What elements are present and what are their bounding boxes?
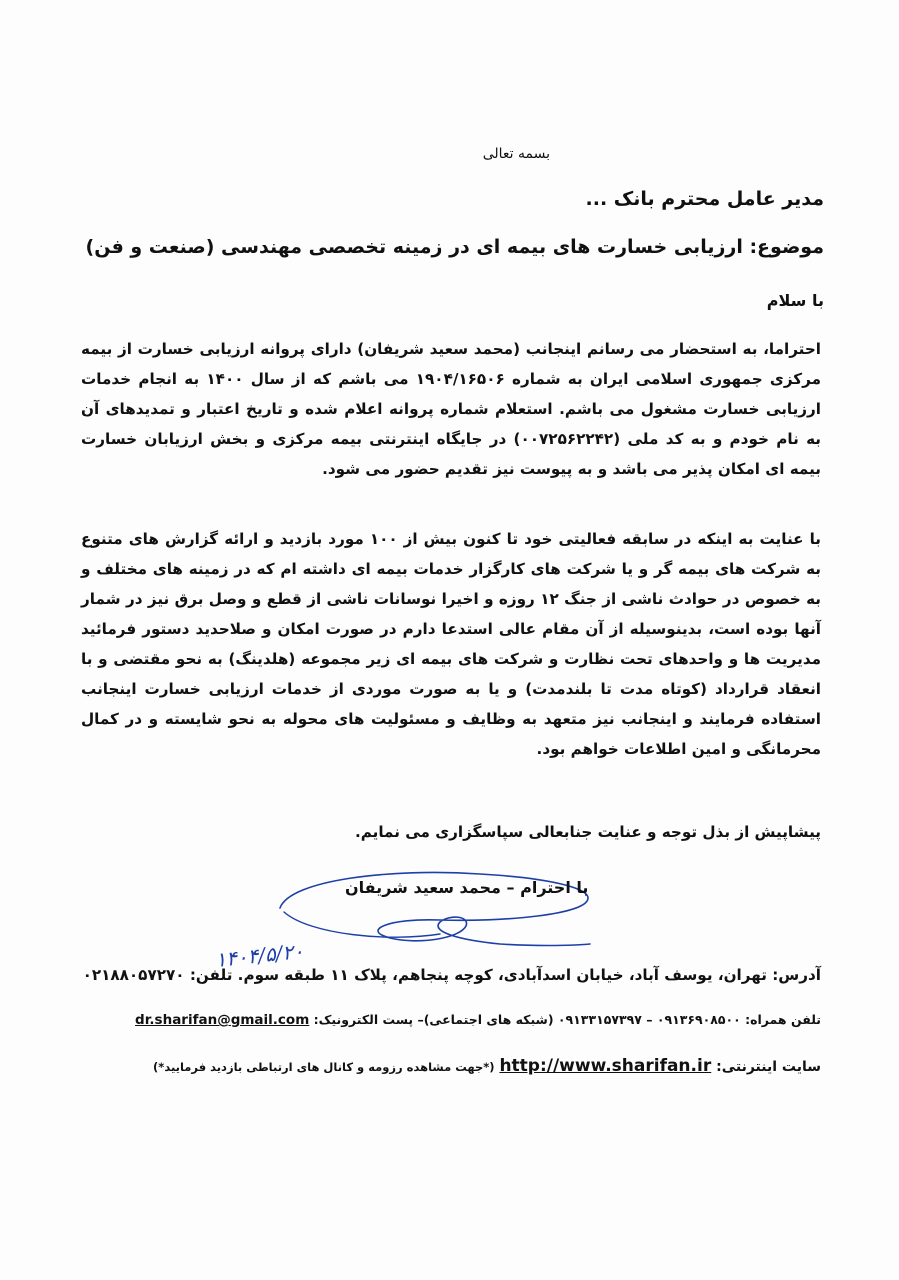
footer-website: [153, 1056, 821, 1076]
greeting: با سلام: [766, 291, 824, 310]
footer-address: آدرس: تهران، یوسف آباد، خیابان اسدآبادی، کوچه پنجاهم، پلاک ۱۱ طبقه سوم. تلفن: ۰۲۱۸۸۰۵۷۲۷۰: [82, 966, 821, 984]
phone-label: تلفن همراه: ۰۹۱۳۶۹۰۸۵۰۰ – ۰۹۱۳۳۱۵۷۳۹۷ (شبکه های اجتماعی)– پست الکترونیک:: [313, 1012, 821, 1027]
signoff-line: با احترام – محمد سعید شریفان: [345, 878, 589, 897]
handwritten-signature: [214, 860, 600, 972]
website-note: (*جهت مشاهده رزومه و کانال های ارتباطی بازدید فرمایید*): [153, 1060, 495, 1074]
website-label: سایت اینترنتی:: [716, 1059, 821, 1075]
footer-contact: [135, 1012, 821, 1028]
invocation-heading: بسمه تعالی: [482, 146, 550, 162]
recipient-line: مدیر عامل محترم بانک ...: [585, 188, 824, 210]
body-paragraph-1: احتراما، به استحضار می رسانم اینجانب (محمد سعید شریفان) دارای پروانه ارزیابی خسارت از بیمه مرکزی جمهوری اسلامی ایران به شماره ۱۹۰۴/۱۶۵۰۶ می باشم که از سال ۱۴۰۰ به انجام خدمات ارزیابی خسارت مشغول می باشم. استعلام شماره پروانه اعلام شده و تاریخ اعتبار و تمدیدهای آن به نام خودم و به کد ملی (۰۰۷۲۵۶۲۲۴۲) در جایگاه اینترنتی بیمه مرکزی و بخش ارزیابان خسارت بیمه ای امکان پذیر می باشد و به پیوست نیز تقدیم حضور می شود.: [81, 340, 821, 478]
closing-line: پیشاپیش از بذل توجه و عنایت جنابعالی سپاسگزاری می نمایم.: [354, 823, 821, 841]
subject-line: موضوع: ارزیابی خسارت های بیمه ای در زمینه تخصصی مهندسی (صنعت و فن): [85, 236, 824, 258]
website-link[interactable]: http://www.sharifan.ir: [499, 1056, 712, 1076]
signature-date: ۱۴۰۴/۵/۲۰: [214, 938, 305, 972]
body-paragraph-2: با عنایت به اینکه در سابقه فعالیتی خود تا کنون بیش از ۱۰۰ مورد بازدید و ارائه گزارش های متنوع به شرکت های بیمه گر و یا شرکت های کارگزار خدمات بیمه ای داشته ام که در زمینه های مختلف و به خصوص در حوادث ناشی از جنگ ۱۲ روزه و اخیرا نوسانات ناشی از قطع و وصل برق نیز در شمار آنها بوده است، بدینوسیله از آن مقام عالی استدعا دارم در صورت امکان و صلاحدید دستور فرمائید مدیریت ها و واحدهای تحت نظارت و شرکت های بیمه ای زیر مجموعه (هلدینگ) به نحو مقتضی و با انعقاد قرارداد (کوتاه مدت تا بلندمدت) و یا به صورت موردی از خدمات ارزیابی خسارت اینجانب استفاده فرمایند و اینجانب نیز متعهد به وظایف و مسئولیت های محوله به نحو شایسته و در کمال محرمانگی و امین اطلاعات خواهم بود.: [81, 530, 822, 758]
email-link[interactable]: dr.sharifan@gmail.com: [135, 1012, 310, 1028]
